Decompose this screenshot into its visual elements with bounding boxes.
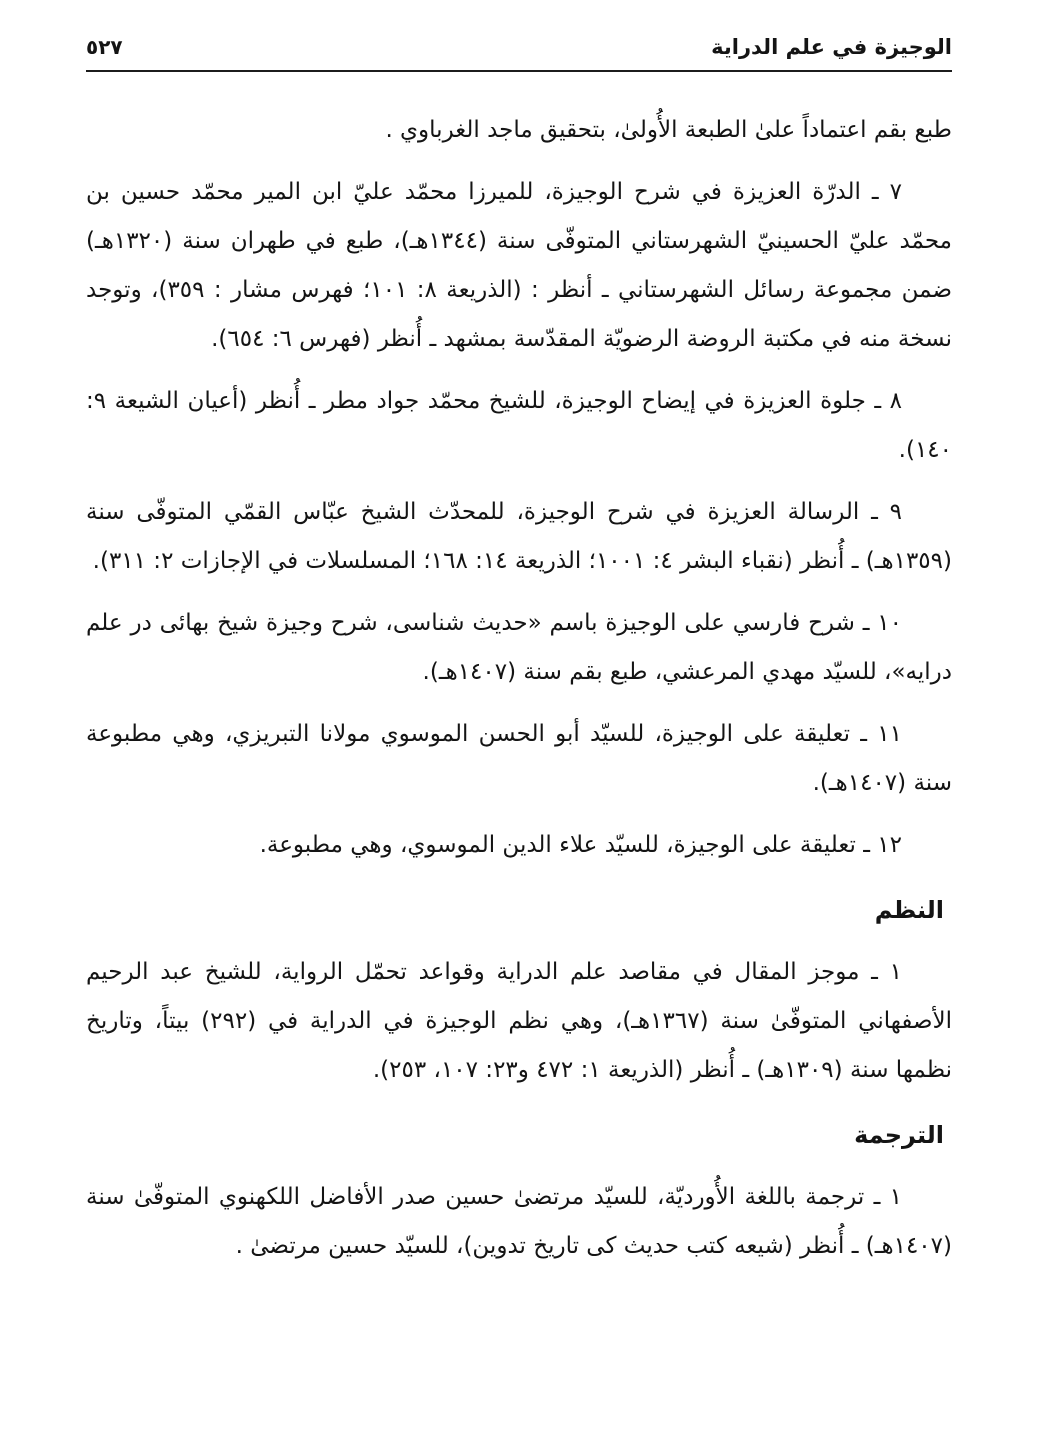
header-rule: [86, 70, 952, 72]
entry-12: ١٢ ـ تعليقة على الوجيزة، للسيّد علاء الدين الموسوي، وهي مطبوعة.: [259, 832, 902, 858]
continuation-paragraph: طبع بقم اعتماداً علىٰ الطبعة الأُولىٰ، بتحقيق ماجد الغرباوي .: [385, 117, 952, 143]
section-heading-nazm: النظم: [874, 896, 944, 924]
page-number: ٥٢٧: [86, 35, 123, 59]
entry-tarjama-1: ١ ـ ترجمة باللغة الأُورديّة، للسيّد مرتضىٰ حسين صدر الأفاضل اللكهنوي المتوفّىٰ سنة (١٤٠٧هـ) ـ أُنظر (شيعه كتب حديث كى تاريخ تدوين)، للسيّد حسين مرتضىٰ .: [86, 1184, 952, 1259]
entry-nazm-1: ١ ـ موجز المقال في مقاصد علم الدراية وقواعد تحمّل الرواية، للشيخ عبد الرحيم الأصفهاني المتوفّىٰ سنة (١٣٦٧هـ)، وهي نظم الوجيزة في الدراية في (٢٩٢) بيتاً، وتاريخ نظمها سنة (١٣٠٩هـ) ـ أُنظر (الذريعة ١: ٤٧٢ و٢٣: ١٠٧، ٢٥٣).: [86, 959, 952, 1083]
entry-10: ١٠ ـ شرح فارسي على الوجيزة باسم «حديث شناسى، شرح وجيزة شيخ بهائى در علم درايه»، للسيّد مهدي المرعشي، طبع بقم سنة (١٤٠٧هـ).: [86, 610, 952, 685]
section-heading-tarjama: الترجمة: [854, 1121, 944, 1149]
page-header: [86, 32, 952, 62]
running-head-title: الوجيزة في علم الدراية: [711, 35, 952, 59]
entry-7: ٧ ـ الدرّة العزيزة في شرح الوجيزة، للميرزا محمّد عليّ ابن المير محمّد حسين بن محمّد عليّ الحسينيّ الشهرستاني المتوفّى سنة (١٣٤٤هـ)، طبع في طهران سنة (١٣٢٠هـ) ضمن مجموعة رسائل الشهرستاني ـ أنظر : (الذريعة ٨: ١٠١؛ فهرس مشار : ٣٥٩)، وتوجد نسخة منه في مكتبة الروضة الرضويّة المقدّسة بمشهد ـ أُنظر (فهرس ٦: ٦٥٤).: [86, 179, 952, 352]
entry-11: ١١ ـ تعليقة على الوجيزة، للسيّد أبو الحسن الموسوي مولانا التبريزي، وهي مطبوعة سنة (١٤٠٧هـ).: [86, 721, 952, 796]
page-content: [86, 106, 952, 1271]
entry-9: ٩ ـ الرسالة العزيزة في شرح الوجيزة، للمحدّث الشيخ عبّاس القمّي المتوفّى سنة (١٣٥٩هـ) ـ أُنظر (نقباء البشر ٤: ١٠٠١؛ الذريعة ١٤: ١٦٨؛ المسلسلات في الإجازات ٢: ٣١١).: [86, 499, 952, 574]
entry-8: ٨ ـ جلوة العزيزة في إيضاح الوجيزة، للشيخ محمّد جواد مطر ـ أُنظر (أعيان الشيعة ٩: ١٤٠).: [86, 388, 952, 463]
